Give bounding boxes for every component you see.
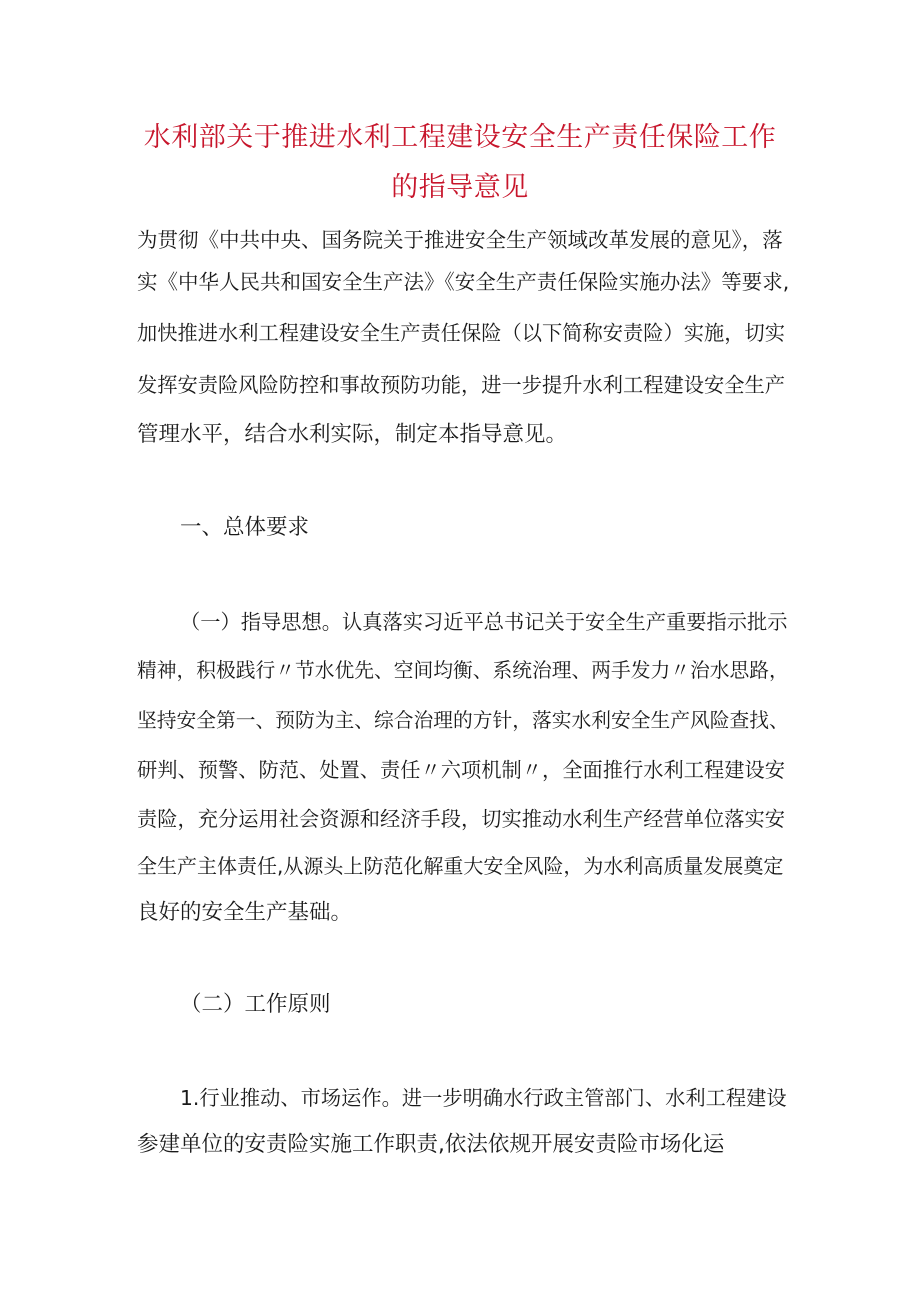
principle-1-line-2: 参建单位的安责险实施工作职责,依法依规开展安责险市场化运 bbox=[137, 1132, 725, 1157]
guiding-thought-line-3: 坚持安全第一、预防为主、综合治理的方针，落实水利安全生产风险查找、 bbox=[137, 709, 789, 732]
section-heading-general-requirements: 一、总体要求 bbox=[180, 515, 310, 540]
document-title bbox=[130, 113, 790, 213]
guiding-thought-line-5: 责险，充分运用社会资源和经济手段，切实推动水利生产经营单位落实安 bbox=[137, 807, 786, 831]
guiding-thought-line-7: 良好的安全生产基础。 bbox=[137, 900, 353, 925]
title-line-1: 水利部关于推进水利工程建设安全生产责任保险工作 bbox=[143, 122, 777, 153]
intro-line-2: 实《中华人民共和国安全生产法》《安全生产责任保险实施办法》等要求, bbox=[137, 270, 790, 294]
intro-line-4: 发挥安责险风险防控和事故预防功能，进一步提升水利工程建设安全生产 bbox=[137, 373, 786, 397]
guiding-thought-line-4: 研判、预警、防范、处置、责任〃六项机制〃，全面推行水利工程建设安 bbox=[137, 758, 786, 782]
intro-line-1: 为贯彻《中共中央、国务院关于推进安全生产领域改革发展的意见》，落 bbox=[137, 228, 783, 252]
principle-1-line-1: 1.行业推动、市场运作。进一步明确水行政主管部门、水利工程建设 bbox=[180, 1086, 787, 1110]
principles-heading: （二）工作原则 bbox=[180, 992, 331, 1017]
intro-line-5: 管理水平，结合水利实际，制定本指导意见。 bbox=[137, 422, 568, 447]
guiding-thought-line-6: 全生产主体责任,从源头上防范化解重大安全风险，为水利高质量发展奠定 bbox=[137, 854, 784, 878]
guiding-thought-line-1: （一）指导思想。认真落实习近平总书记关于安全生产重要指示批示 bbox=[180, 610, 788, 634]
title-line-2: 的指导意见 bbox=[391, 172, 529, 203]
guiding-thought-line-2: 精神，积极践行〃节水优先、空间均衡、系统治理、两手发力〃治水思路， bbox=[137, 659, 789, 682]
intro-line-3: 加快推进水利工程建设安全生产责任保险（以下简称安责险）实施，切实 bbox=[137, 321, 786, 345]
